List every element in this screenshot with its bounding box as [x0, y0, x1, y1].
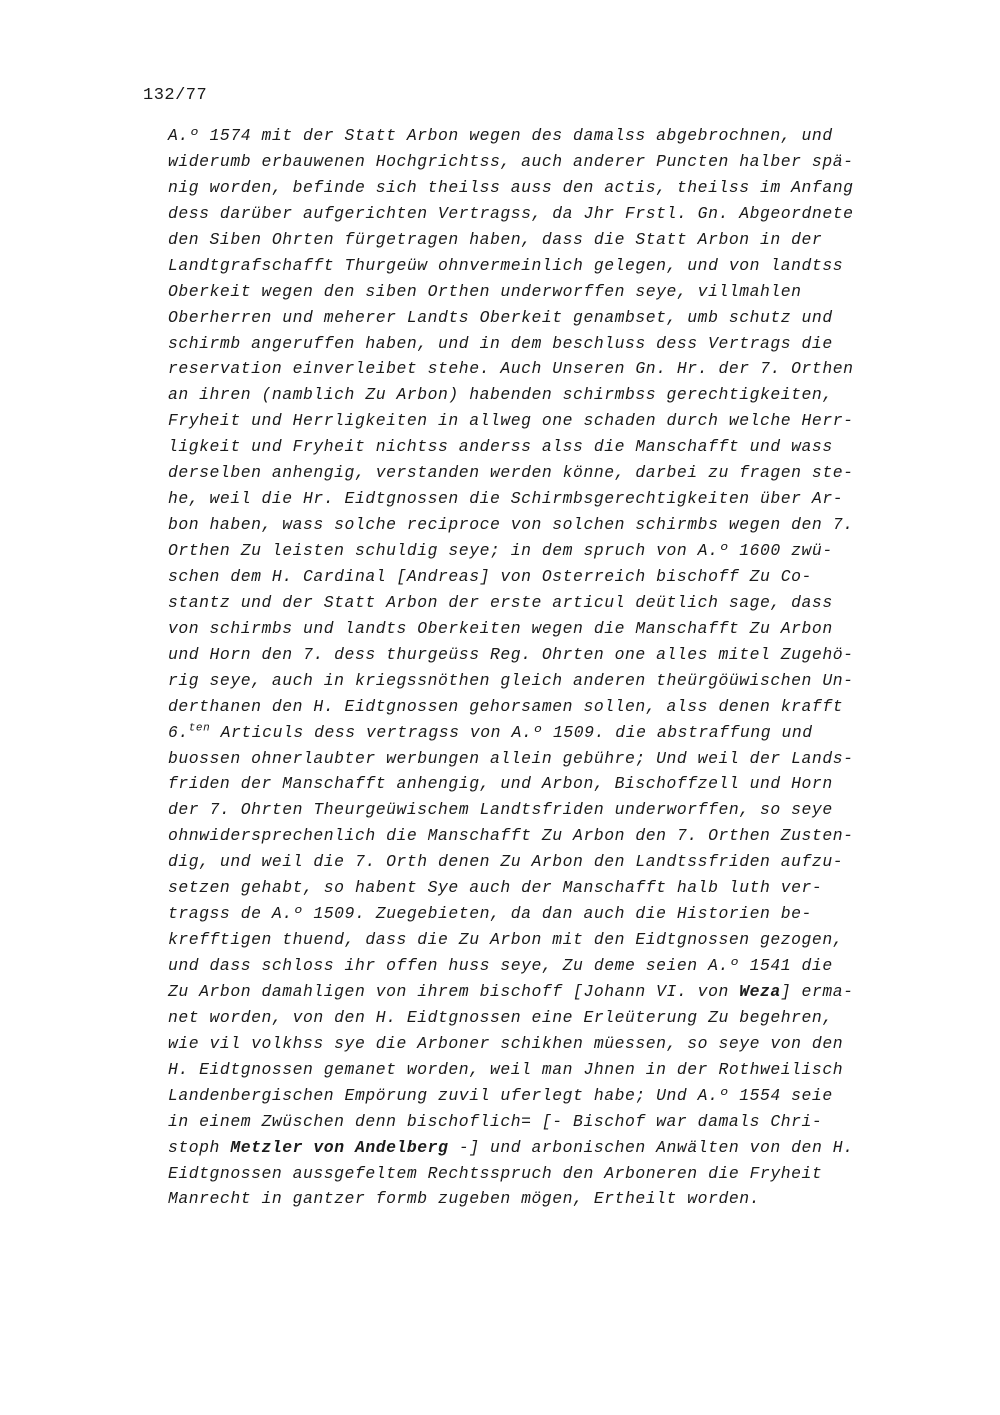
text-line: [168, 797, 908, 823]
text-line: [168, 460, 908, 486]
text-segment: buossen ohnerlaubter werbungen allein gebühre; Und weil der Lands-: [168, 748, 854, 768]
text-line: [168, 720, 908, 746]
text-line: [168, 1135, 908, 1161]
text-segment: dig, und weil die 7. Orth denen Zu Arbon den Landtssfriden aufzu-: [168, 852, 844, 872]
superscript: ten: [188, 722, 211, 735]
text-segment: tragss de A.º 1509. Zuegebieten, da dan auch die Historien be-: [168, 904, 812, 924]
text-line: [168, 823, 908, 849]
text-line: [168, 1031, 908, 1057]
text-line: [168, 175, 908, 201]
text-segment: Landtgrafschafft Thurgeüw ohnvermeinlich gelegen, und von landtss: [168, 255, 844, 275]
text-segment: den Siben Ohrten fürgetragen haben, dass die Statt Arbon in der: [168, 229, 823, 249]
text-segment: und Horn den 7. dess thurgeüss Reg. Ohrten one alles mitel Zugehö-: [168, 644, 854, 664]
text-segment: ligkeit und Fryheit nichtss anderss alss die Manschafft und wass: [168, 437, 833, 457]
text-line: [168, 408, 908, 434]
text-segment: bon haben, wass solche reciproce von solchen schirmbs wegen den 7.: [168, 515, 854, 535]
text-line: [168, 746, 908, 772]
text-line: [168, 331, 908, 357]
text-segment: H. Eidtgnossen gemanet worden, weil man Jhnen in der Rothweilisch: [168, 1059, 844, 1079]
bold-name: Metzler von Andelberg: [230, 1137, 449, 1157]
text-segment: und dass schloss ihr offen huss seye, Zu deme seien A.º 1541 die: [168, 956, 833, 975]
text-segment: stantz und der Statt Arbon der erste articul deütlich sage, dass: [168, 592, 833, 612]
text-segment: wie vil volkhss sye die Arboner schikhen müessen, so seye von den: [168, 1033, 844, 1053]
text-segment: widerumb erbauwenen Hochgrichtss, auch anderer Puncten halber spä-: [168, 151, 854, 171]
text-segment: krefftigen thuend, dass die Zu Arbon mit den Eidtgnossen gezogen,: [168, 930, 844, 950]
text-segment: Fryheit und Herrligkeiten in allweg one schaden durch welche Herr-: [168, 411, 854, 431]
text-line: [168, 668, 908, 694]
text-line: [168, 616, 908, 642]
text-line: [168, 382, 908, 408]
text-segment: Oberherren und meherer Landts Oberkeit genambset, umb schutz und: [168, 307, 833, 327]
text-line: [168, 564, 908, 590]
text-segment: ] erma-: [780, 981, 854, 1001]
text-segment: net worden, von den H. Eidtgnossen eine Erleüterung Zu begehren,: [168, 1007, 833, 1027]
text-segment: rig seye, auch in kriegssnöthen gleich anderen theürgöüwischen Un-: [168, 670, 854, 690]
text-line: [168, 538, 908, 564]
text-segment: schirmb angeruffen haben, und in dem beschluss dess Vertrags die: [168, 333, 833, 353]
text-line: [168, 771, 908, 797]
text-line: [168, 253, 908, 279]
text-segment: 6.: [168, 722, 189, 742]
text-line: [168, 1161, 908, 1187]
text-segment: Zu Arbon damahligen von ihrem bischoff [Johann VI. von: [168, 981, 740, 1001]
text-line: [168, 590, 908, 616]
text-segment: schen dem H. Cardinal [Andreas] von Osterreich bischoff Zu Co-: [168, 566, 812, 586]
text-line: [168, 486, 908, 512]
text-segment: dess darüber aufgerichten Vertragss, da Jhr Frstl. Gn. Abgeordnete: [168, 203, 854, 223]
text-line: [168, 642, 908, 668]
text-line: [168, 849, 908, 875]
text-segment: von schirmbs und landts Oberkeiten wegen die Manschafft Zu Arbon: [168, 618, 833, 638]
text-segment: Eidtgnossen aussgefeltem Rechtsspruch den Arboneren die Fryheit: [168, 1163, 823, 1183]
text-line: [168, 694, 908, 720]
text-segment: Articuls dess vertragss von A.º 1509. die abstraffung und: [210, 722, 813, 742]
text-segment: derselben anhengig, verstanden werden könne, darbei zu fragen ste-: [168, 463, 854, 483]
text-segment: friden der Manschafft anhengig, und Arbon, Bischoffzell und Horn: [168, 774, 833, 794]
text-line: [168, 1057, 908, 1083]
text-line: [168, 434, 908, 460]
text-segment: ohnwidersprechenlich die Manschafft Zu Arbon den 7. Orthen Zusten-: [168, 826, 854, 846]
text-line: [168, 1005, 908, 1031]
text-line: [168, 875, 908, 901]
text-line: [168, 979, 908, 1005]
text-line: [168, 201, 908, 227]
text-segment: Orthen Zu leisten schuldig seye; in dem spruch von A.º 1600 zwü-: [168, 541, 833, 560]
text-line: [168, 1109, 908, 1135]
text-segment: Manrecht in gantzer formb zugeben mögen, Ertheilt worden.: [168, 1189, 761, 1209]
bold-name: Weza: [739, 981, 781, 1001]
text-line: [168, 279, 908, 305]
text-line: [168, 927, 908, 953]
text-line: [168, 356, 908, 382]
text-line: [168, 305, 908, 331]
text-segment: an ihren (namblich Zu Arbon) habenden schirmbss gerechtigkeiten,: [168, 385, 833, 405]
text-segment: Oberkeit wegen den siben Orthen underworffen seye, villmahlen: [168, 281, 802, 301]
text-line: [168, 149, 908, 175]
text-segment: in einem Zwüschen denn bischoflich= [- Bischof war damals Chri-: [168, 1111, 823, 1131]
text-line: [168, 953, 908, 979]
text-line: [168, 1186, 908, 1212]
text-segment: -] und arbonischen Anwälten von den H.: [448, 1137, 854, 1157]
body-text: [168, 123, 908, 1212]
text-segment: Landenbergischen Empörung zuvil uferlegt habe; Und A.º 1554 seie: [168, 1085, 833, 1105]
text-line: [168, 901, 908, 927]
text-line: [168, 512, 908, 538]
text-segment: der 7. Ohrten Theurgeüwischem Landtsfriden underworffen, so seye: [168, 800, 833, 820]
text-segment: A.º 1574 mit der Statt Arbon wegen des damalss abgebrochnen, und: [168, 126, 833, 145]
text-line: [168, 1083, 908, 1109]
text-segment: he, weil die Hr. Eidtgnossen die Schirmbsgerechtigkeiten über Ar-: [168, 489, 844, 509]
text-segment: reservation einverleibet stehe. Auch Unseren Gn. Hr. der 7. Orthen: [168, 359, 854, 379]
page-number: 132/77: [143, 86, 208, 105]
text-segment: nig worden, befinde sich theilss auss den actis, theilss im Anfang: [168, 177, 854, 197]
text-segment: derthanen den H. Eidtgnossen gehorsamen sollen, alss denen krafft: [168, 696, 844, 716]
text-line: [168, 123, 908, 149]
text-line: [168, 227, 908, 253]
text-segment: stoph: [168, 1137, 231, 1157]
text-segment: setzen gehabt, so habent Sye auch der Manschafft halb luth ver-: [168, 878, 823, 898]
